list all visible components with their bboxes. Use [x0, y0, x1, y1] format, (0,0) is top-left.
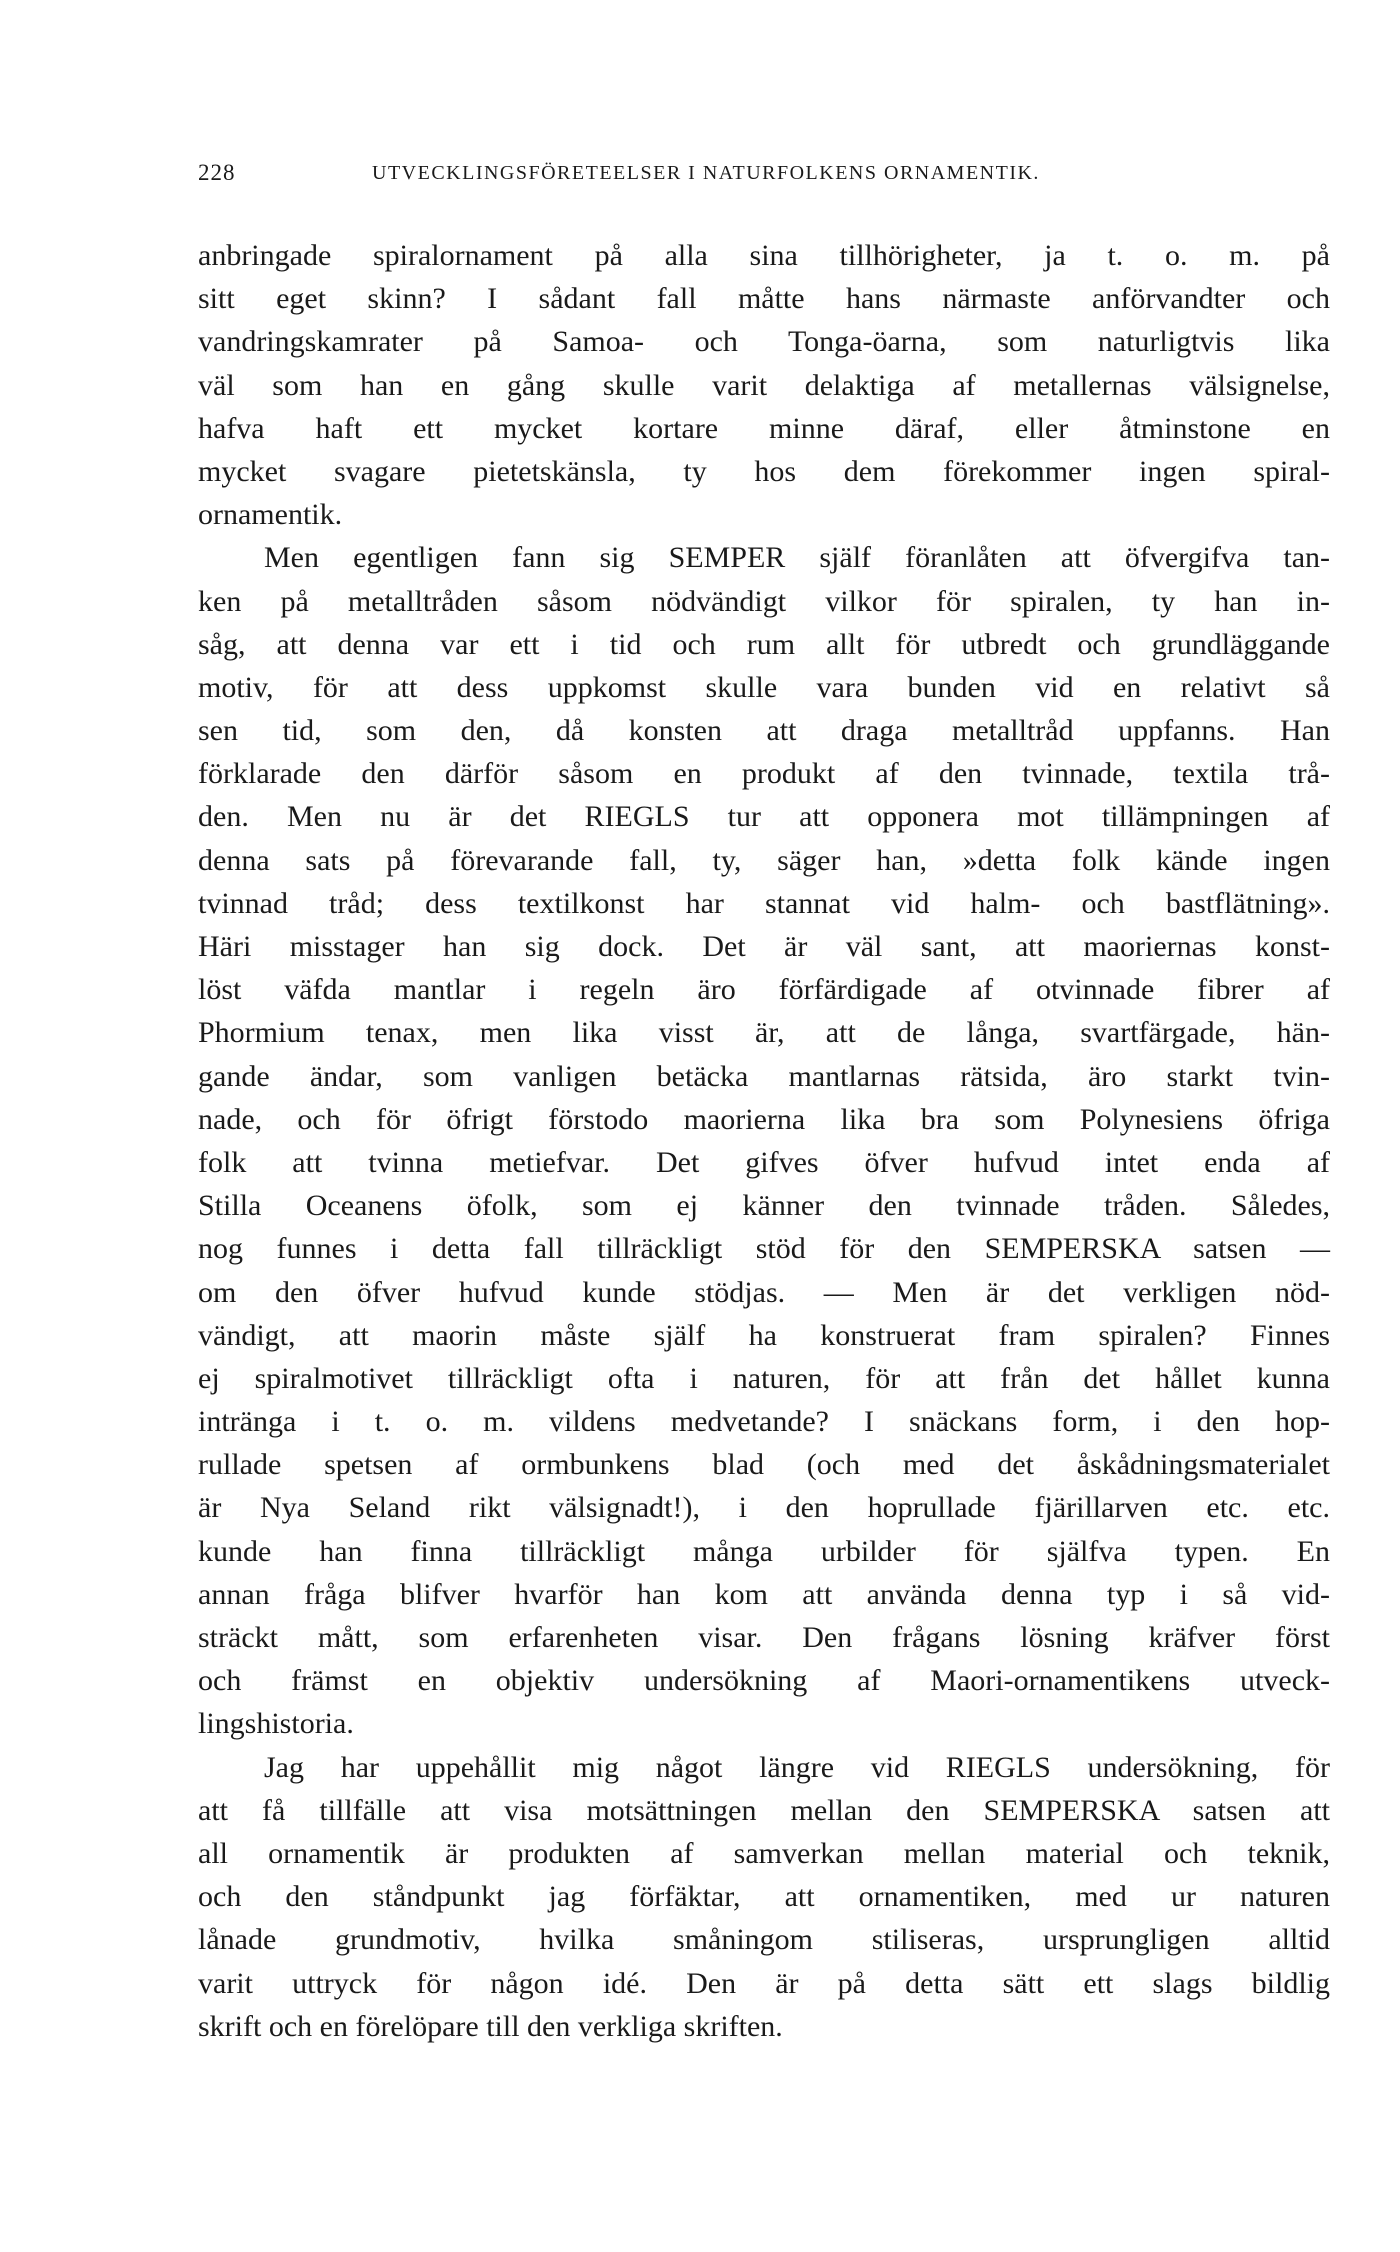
text-line: och den ståndpunkt jag förfäktar, att ornamentiken, med ur naturen — [198, 1880, 1330, 1914]
text-line: mycket svagare pietetskänsla, ty hos dem förekommer ingen spiral- — [198, 454, 1330, 488]
text-line: hafva haft ett mycket kortare minne däraf, eller åtminstone en — [198, 411, 1330, 445]
text-line: nog funnes i detta fall tillräckligt stöd för den SEMPERSKA satsen — — [198, 1232, 1330, 1266]
page-header — [198, 160, 1338, 200]
text-line: lingshistoria. — [198, 1707, 354, 1741]
text-line: anbringade spiralornament på alla sina tillhörigheter, ja t. o. m. på — [198, 239, 1330, 272]
text-line: om den öfver hufvud kunde stödjas. — Men är det verkligen nöd- — [198, 1275, 1330, 1309]
text-line: Phormium tenax, men lika visst är, att de långa, svartfärgade, hän- — [198, 1016, 1330, 1050]
text-line: all ornamentik är produkten af samverkan mellan material och teknik, — [198, 1836, 1330, 1870]
text-line: kunde han finna tillräckligt många urbilder för själfva typen. En — [198, 1534, 1330, 1568]
text-line: intränga i t. o. m. vildens medvetande? I snäckans form, i den hop- — [198, 1405, 1330, 1439]
text-line: att få tillfälle att visa motsättningen mellan den SEMPERSKA satsen att — [198, 1793, 1330, 1827]
text-line: motiv, för att dess uppkomst skulle vara bunden vid en relativt så — [198, 670, 1330, 704]
text-line: såg, att denna var ett i tid och rum allt för utbredt och grundläggande — [198, 627, 1330, 661]
text-line: och främst en objektiv undersökning af Maori-ornamentikens utveck- — [198, 1664, 1330, 1698]
text-line: lånade grundmotiv, hvilka småningom stiliseras, ursprungligen alltid — [198, 1923, 1330, 1957]
text-line: är Nya Seland rikt välsignadt!), i den hoprullade fjärillarven etc. etc. — [198, 1491, 1330, 1525]
text-line: denna sats på förevarande fall, ty, säger han, »detta folk kände ingen — [198, 843, 1330, 877]
text-line: folk att tvinna metiefvar. Det gifves öfver hufvud intet enda af — [198, 1145, 1330, 1179]
text-line: ornamentik. — [198, 498, 343, 532]
text-line: Stilla Oceanens öfolk, som ej känner den tvinnade tråden. Således, — [198, 1189, 1330, 1223]
text-line: väl som han en gång skulle varit delaktiga af metallernas välsignelse, — [198, 368, 1330, 402]
text-line: löst väfda mantlar i regeln äro förfärdigade af otvinnade fibrer af — [198, 973, 1330, 1007]
text-line: sen tid, som den, då konsten att draga metalltråd uppfanns. Han — [198, 714, 1330, 748]
text-line: Men egentligen fann sig SEMPER själf föranlåten att öfvergifva tan- — [264, 541, 1330, 575]
text-line: vandringskamrater på Samoa- och Tonga-öarna, som naturligtvis lika — [198, 325, 1330, 359]
text-line: ej spiralmotivet tillräckligt ofta i naturen, för att från det hållet kunna — [198, 1361, 1330, 1395]
text-line: annan fråga blifver hvarför han kom att använda denna typ i så vid- — [198, 1577, 1330, 1611]
text-line: skrift och en förelöpare till den verkliga skriften. — [198, 2009, 783, 2043]
text-line: sträckt mått, som erfarenheten visar. Den frågans lösning kräfver först — [198, 1621, 1330, 1654]
text-line: tvinnad tråd; dess textilkonst har stannat vid halm- och bastflätning». — [198, 886, 1330, 920]
text-line: sitt eget skinn? I sådant fall måtte hans närmaste anförvandter och — [198, 282, 1330, 316]
text-line: rullade spetsen af ormbunkens blad (och med det åskådningsmaterialet — [198, 1448, 1330, 1482]
running-title: UTVECKLINGSFÖRETEELSER I NATURFOLKENS ORNAMENTIK. — [372, 162, 1040, 184]
text-line: vändigt, att maorin måste själf ha konstruerat fram spiralen? Finnes — [198, 1318, 1330, 1352]
body-text — [198, 234, 1330, 2048]
text-line: förklarade den därför såsom en produkt af den tvinnade, textila trå- — [198, 757, 1330, 791]
text-line: varit uttryck för någon idé. Den är på detta sätt ett slags bildlig — [198, 1966, 1330, 2000]
text-line: Häri misstager han sig dock. Det är väl sant, att maoriernas konst- — [198, 930, 1330, 963]
text-line: gande ändar, som vanligen betäcka mantlarnas rätsida, äro starkt tvin- — [198, 1059, 1330, 1093]
text-line: Jag har uppehållit mig något längre vid RIEGLS undersökning, för — [264, 1750, 1330, 1784]
page-number: 228 — [198, 160, 236, 185]
text-line: ken på metalltråden såsom nödvändigt vilkor för spiralen, ty han in- — [198, 584, 1330, 618]
text-line: nade, och för öfrigt förstodo maorierna lika bra som Polynesiens öfriga — [198, 1102, 1330, 1136]
text-line: den. Men nu är det RIEGLS tur att opponera mot tillämpningen af — [198, 800, 1330, 834]
